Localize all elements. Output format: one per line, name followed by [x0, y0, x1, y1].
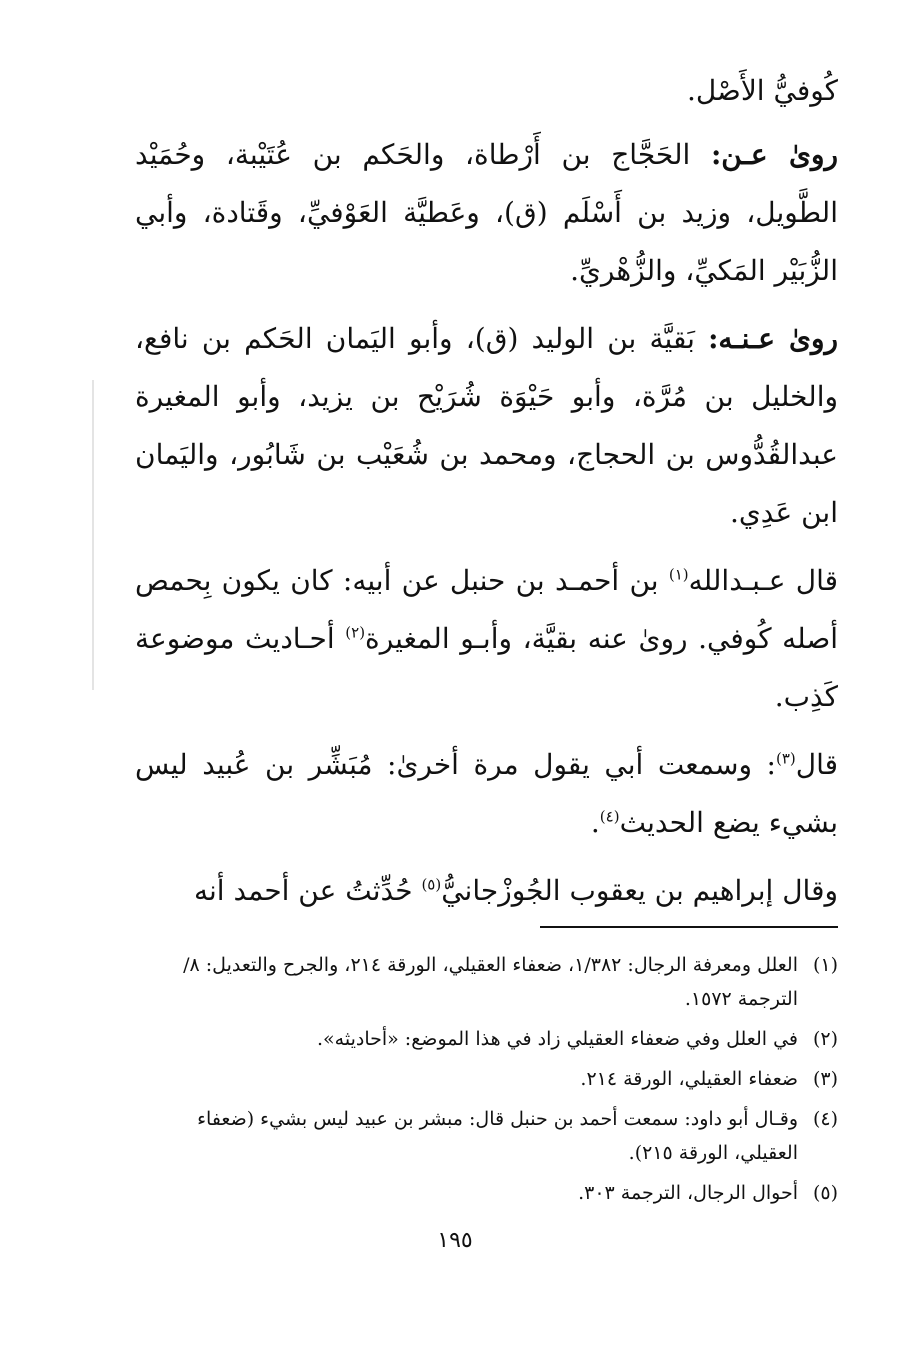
- footnote-number: (١): [812, 954, 838, 976]
- footnote-separator: [540, 926, 838, 928]
- footnote-item: [135, 1022, 838, 1056]
- paragraph-origin: [135, 62, 838, 120]
- quote2-text-b: : وسمعت أبي يقول مرة أخرىٰ: مُبَشِّر بن عُبيد ليس بشيء يضع الحديث: [135, 748, 838, 839]
- footnote-ref-1[interactable]: (١): [668, 565, 689, 584]
- quote-text-a: قال عـبـدالله: [688, 564, 838, 597]
- footnote-text: وقـال أبو داود: سمعت أحمد بن حنبل قال: مبشر بن عبيد ليس بشيء (ضعفاء العقيلي، الورقة ٢١٥).: [197, 1108, 798, 1164]
- page-number: ١٩٥: [437, 1228, 473, 1253]
- footnote-item: [135, 1062, 838, 1096]
- footnote-text: أحوال الرجال، الترجمة ٣٠٣.: [578, 1182, 798, 1204]
- footnote-text: في العلل وفي ضعفاء العقيلي زاد في هذا الموضع: «أحاديثه».: [316, 1028, 798, 1050]
- footnote-ref-5[interactable]: (٥): [421, 875, 442, 894]
- footnote-item: [135, 1102, 838, 1170]
- paragraph-narrated-by: [135, 310, 838, 542]
- paragraph-jawzajani: [135, 862, 838, 920]
- paragraph-abdullah-quote: [135, 552, 838, 726]
- main-text: [135, 62, 838, 930]
- quote-text-b: بن أحمـد بن حنبل عن أبيه: كان يكون بِحمص أصله كُوفي. روىٰ عنه بقيَّة، وأبـو المغيرة: [135, 564, 838, 655]
- footnotes: [135, 948, 838, 1216]
- paragraph-another-quote: [135, 736, 838, 852]
- paragraph-narrated-from: [135, 126, 838, 300]
- footnote-text: العلل ومعرفة الرجال: ١/٣٨٢، ضعفاء العقيلي، الورقة ٢١٤، والجرح والتعديل: ٨/الترجمة ١٥٧٢.: [183, 954, 798, 1010]
- footnote-number: (٣): [812, 1068, 838, 1090]
- quote2-text-c: .: [590, 806, 600, 839]
- gutter-shadow: [92, 380, 94, 690]
- quote2-text-a: قال: [795, 748, 838, 781]
- footnote-ref-3[interactable]: (٣): [775, 749, 796, 768]
- footnote-item: [135, 948, 838, 1016]
- quote-text-c: أحـاديث موضوعة كَذِب.: [135, 622, 838, 713]
- quote3-text-b: حُدِّثتُ عن أحمد أنه: [193, 874, 422, 907]
- origin-text: كُوفيُّ الأَصْل.: [686, 74, 838, 107]
- footnote-ref-4[interactable]: (٤): [599, 807, 620, 826]
- narrated-by-text: بَقيَّة بن الوليد (ق)، وأبو اليَمان الحَكم بن نافع، والخليل بن مُرَّة، وأبو حَيْوَة شُرَيْح بن يزيد، وأبو المغيرة عبدالقُدُّوس بن الحجاج، ومحمد بن شُعَيْب بن شَابُور، واليَمان ابن عَدِي.: [135, 322, 838, 529]
- footnote-ref-2[interactable]: (٢): [345, 623, 366, 642]
- narrated-from-text: الحَجَّاج بن أَرْطاة، والحَكم بن عُتَيْبة، وحُمَيْد الطَّويل، وزيد بن أَسْلَم (ق)، وعَطيَّة العَوْفيِّ، وقَتادة، وأبي الزُّبَيْر المَكيِّ، والزُّهْريِّ.: [135, 138, 838, 287]
- footnote-number: (٢): [812, 1028, 838, 1050]
- quote3-text-a: وقال إبراهيم بن يعقوب الجُوزْجانيُّ: [441, 874, 838, 907]
- footnote-number: (٤): [812, 1108, 838, 1130]
- footnote-number: (٥): [812, 1182, 838, 1204]
- narrated-by-heading: روىٰ عـنـه:: [708, 322, 838, 355]
- narrated-from-heading: روىٰ عـن:: [710, 138, 838, 171]
- footnote-item: [135, 1176, 838, 1210]
- footnote-text: ضعفاء العقيلي، الورقة ٢١٤.: [580, 1068, 798, 1090]
